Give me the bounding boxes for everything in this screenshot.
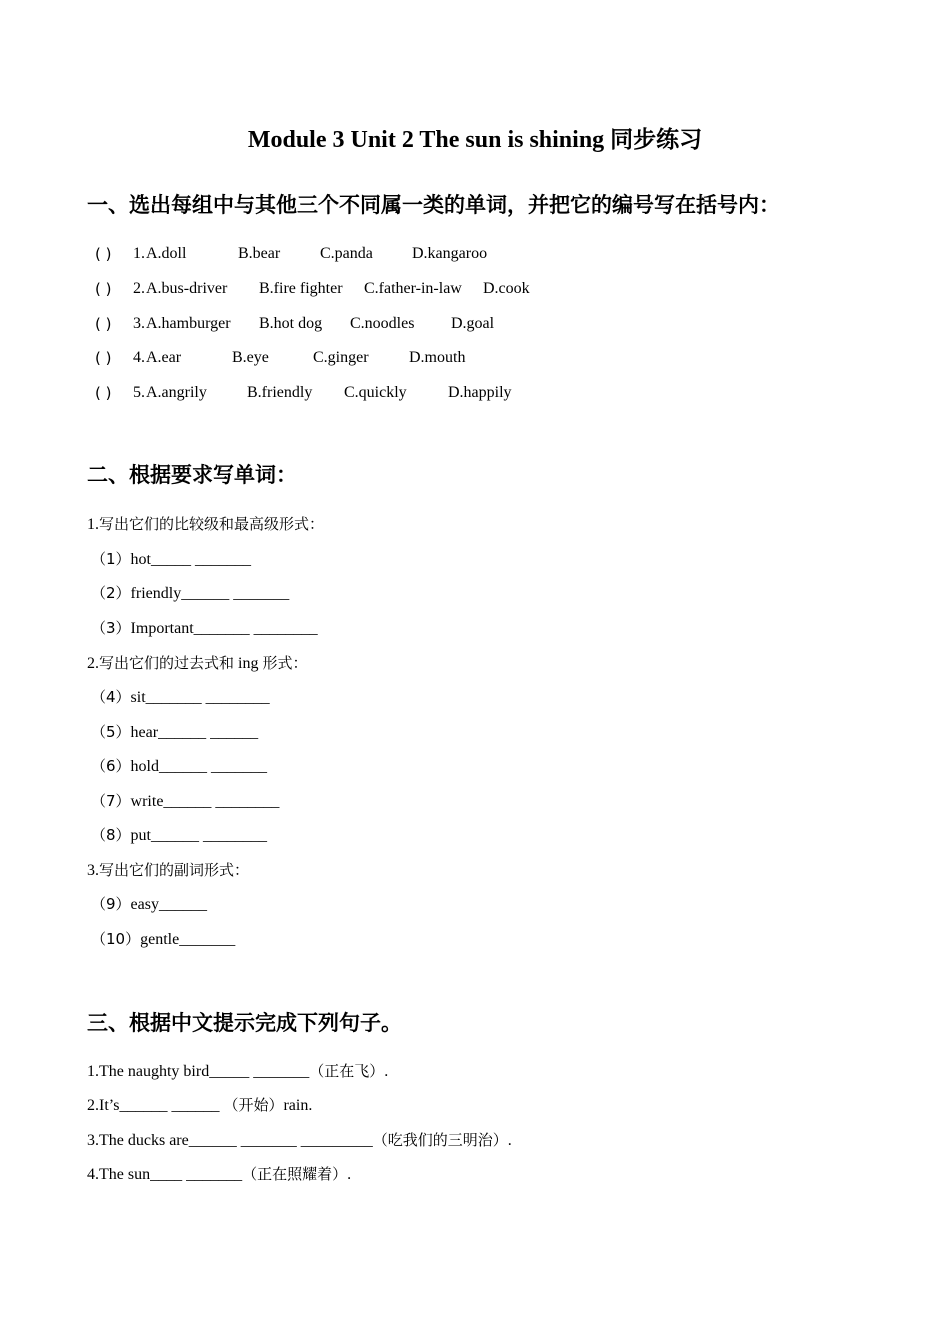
answer-bracket[interactable]: ( ) bbox=[95, 349, 112, 367]
sentence-item-4 bbox=[87, 1163, 351, 1186]
item-label: （5） bbox=[91, 723, 131, 741]
word-item-2 bbox=[91, 582, 289, 605]
item-label: （7） bbox=[91, 792, 131, 810]
sub-number: 2. bbox=[87, 655, 99, 672]
choice-number: 2. bbox=[133, 280, 145, 297]
answer-blank[interactable]: ______ _______ bbox=[159, 758, 267, 775]
word-item-8 bbox=[91, 824, 267, 847]
option-d: D.kangaroo bbox=[412, 245, 488, 262]
option-c: C.panda bbox=[320, 245, 373, 262]
word-item-3 bbox=[91, 617, 318, 640]
answer-blank[interactable]: _______ ________ bbox=[145, 689, 270, 706]
option-a: A.bus-driver bbox=[146, 280, 228, 297]
word-item-10 bbox=[91, 928, 235, 951]
sentence-start: 2.It’s bbox=[87, 1097, 120, 1114]
word-item-4 bbox=[91, 686, 270, 709]
choice-number: 3. bbox=[133, 315, 145, 332]
option-d: D.goal bbox=[451, 315, 495, 332]
choice-number: 4. bbox=[133, 349, 145, 366]
answer-blank[interactable]: _______ ________ bbox=[193, 620, 318, 637]
answer-bracket[interactable]: ( ) bbox=[95, 245, 112, 263]
option-b: B.hot dog bbox=[259, 315, 323, 332]
sub-instruction: 写出它们的比较级和最高级形式： bbox=[99, 515, 325, 533]
option-a: A.hamburger bbox=[146, 315, 231, 332]
word-item-5 bbox=[91, 721, 258, 744]
option-d: D.happily bbox=[448, 384, 512, 401]
sub-instruction-end: 形式： bbox=[262, 654, 308, 672]
word-item-6 bbox=[91, 755, 267, 778]
option-a: A.doll bbox=[146, 245, 187, 262]
item-word: easy bbox=[130, 896, 159, 913]
sentence-end: . bbox=[384, 1063, 389, 1080]
item-word: friendly bbox=[130, 585, 182, 602]
sub-instruction-en: ing bbox=[234, 655, 263, 672]
item-word: sit bbox=[130, 689, 146, 706]
option-a: A.ear bbox=[146, 349, 182, 366]
sentence-start: 3.The ducks are bbox=[87, 1132, 189, 1149]
chinese-hint: （正在飞） bbox=[309, 1062, 385, 1080]
item-word: hear bbox=[130, 724, 159, 741]
title-english: Module 3 Unit 2 The sun is shining bbox=[247, 127, 611, 153]
word-item-9 bbox=[91, 893, 207, 916]
item-label: （10） bbox=[91, 930, 141, 948]
sentence-start: 4.The sun bbox=[87, 1166, 151, 1183]
answer-blank[interactable]: ______ ______ bbox=[119, 1097, 224, 1114]
option-b: B.eye bbox=[232, 349, 269, 366]
choice-number: 1. bbox=[133, 245, 145, 262]
answer-bracket[interactable]: ( ) bbox=[95, 315, 112, 333]
item-word: hot bbox=[130, 551, 151, 568]
item-word: put bbox=[130, 827, 151, 844]
sub-question-2 bbox=[87, 652, 307, 675]
answer-bracket[interactable]: ( ) bbox=[95, 280, 112, 298]
section3-heading: 三、根据中文提示完成下列句子。 bbox=[87, 1011, 402, 1035]
section2-heading: 二、根据要求写单词： bbox=[87, 463, 297, 487]
answer-blank[interactable]: _______ bbox=[179, 931, 236, 948]
sentence-item-1 bbox=[87, 1060, 388, 1083]
item-word: Important bbox=[130, 620, 194, 637]
answer-blank[interactable]: ______ ______ bbox=[158, 724, 259, 741]
sentence-end: . bbox=[347, 1166, 352, 1183]
option-c: C.ginger bbox=[313, 349, 369, 366]
answer-blank[interactable]: ______ ________ bbox=[163, 793, 280, 810]
sentence-start: 1.The naughty bird bbox=[87, 1063, 210, 1080]
title-chinese: 同步练习 bbox=[610, 127, 703, 153]
option-d: D.mouth bbox=[409, 349, 466, 366]
item-label: （1） bbox=[91, 550, 131, 568]
choice-number: 5. bbox=[133, 384, 145, 401]
word-item-7 bbox=[91, 790, 279, 813]
sub-number: 1. bbox=[87, 516, 99, 533]
item-word: write bbox=[130, 793, 164, 810]
answer-blank[interactable]: ______ bbox=[158, 896, 207, 913]
item-word: gentle bbox=[140, 931, 180, 948]
option-d: D.cook bbox=[483, 280, 530, 297]
item-word: hold bbox=[130, 758, 159, 775]
answer-bracket[interactable]: ( ) bbox=[95, 384, 112, 402]
chinese-hint: （吃我们的三明治） bbox=[372, 1131, 508, 1149]
sentence-item-3 bbox=[87, 1129, 512, 1152]
sub-question-1 bbox=[87, 513, 324, 536]
option-b: B.bear bbox=[238, 245, 281, 262]
option-c: C.noodles bbox=[350, 315, 415, 332]
item-label: （6） bbox=[91, 757, 131, 775]
answer-blank[interactable]: ______ _______ bbox=[181, 585, 290, 602]
chinese-hint: （开始） bbox=[223, 1096, 284, 1114]
option-c: C.father-in-law bbox=[364, 280, 462, 297]
answer-blank[interactable]: _____ _______ bbox=[209, 1063, 310, 1080]
answer-blank[interactable]: ______ _______ _________ bbox=[188, 1132, 373, 1149]
item-label: （8） bbox=[91, 826, 131, 844]
answer-blank[interactable]: ____ _______ bbox=[150, 1166, 243, 1183]
sub-instruction: 写出它们的过去式和 bbox=[99, 654, 235, 672]
option-a: A.angrily bbox=[146, 384, 207, 401]
answer-blank[interactable]: _____ _______ bbox=[151, 551, 251, 568]
sentence-item-2 bbox=[87, 1094, 312, 1117]
option-c: C.quickly bbox=[344, 384, 407, 401]
sub-question-3 bbox=[87, 859, 249, 882]
section1-heading: 一、选出每组中与其他三个不同属一类的单词，并把它的编号写在括号内： bbox=[87, 193, 780, 217]
option-b: B.friendly bbox=[247, 384, 313, 401]
word-item-1 bbox=[91, 548, 251, 571]
sub-instruction: 写出它们的副词形式： bbox=[99, 861, 250, 879]
item-label: （9） bbox=[91, 895, 131, 913]
sentence-end: rain. bbox=[283, 1097, 313, 1114]
item-label: （4） bbox=[91, 688, 131, 706]
option-b: B.fire fighter bbox=[259, 280, 343, 297]
answer-blank[interactable]: ______ ________ bbox=[151, 827, 267, 844]
page-title bbox=[0, 123, 950, 157]
item-label: （2） bbox=[91, 584, 131, 602]
chinese-hint: （正在照耀着） bbox=[242, 1165, 348, 1183]
item-label: （3） bbox=[91, 619, 131, 637]
sub-number: 3. bbox=[87, 862, 99, 879]
sentence-end: . bbox=[507, 1132, 512, 1149]
